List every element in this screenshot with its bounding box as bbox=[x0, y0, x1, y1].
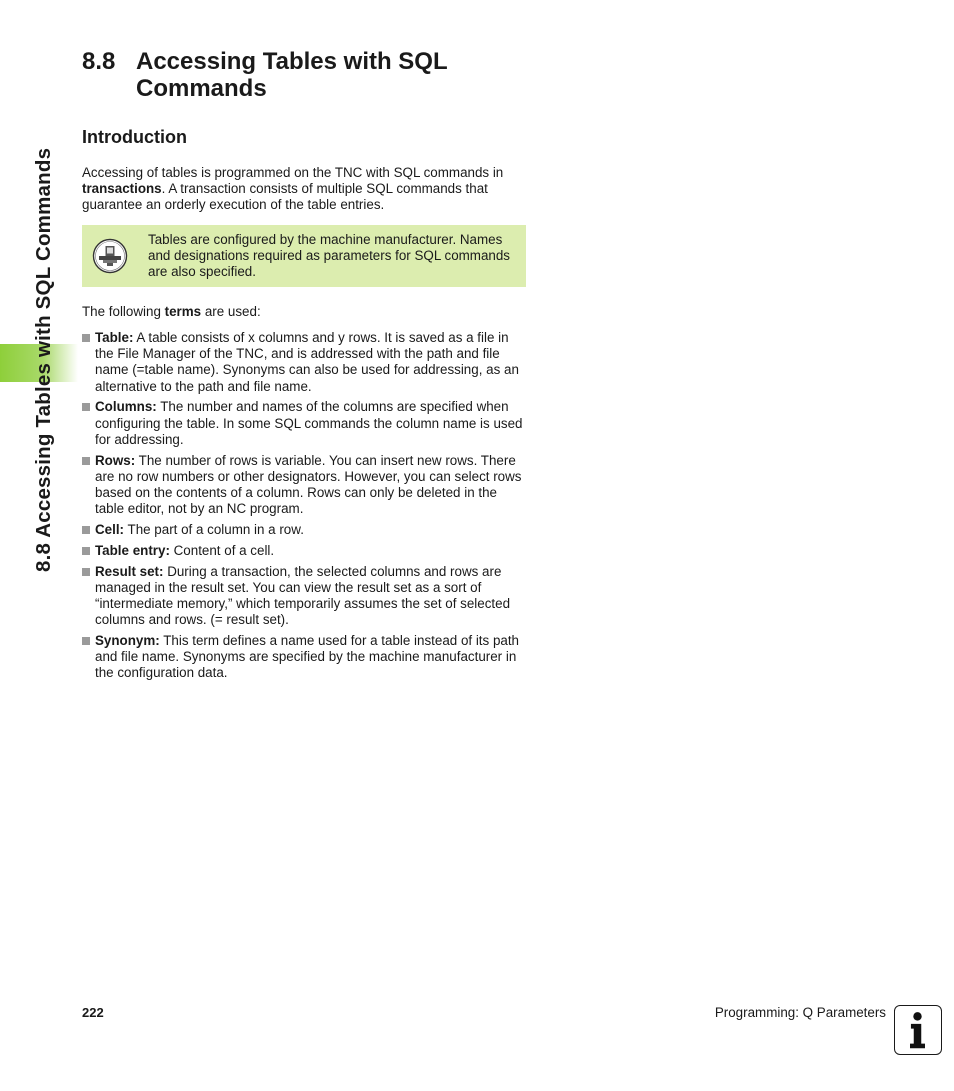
term-text: The number of rows is variable. You can insert new rows. There are no row numbers or other designators. However, you can select rows based on the contents of a column. Rows can only be deleted in the table editor, not by an NC program. bbox=[95, 452, 522, 517]
section-heading: Introduction bbox=[82, 127, 187, 147]
intro-text-bold: transactions bbox=[82, 181, 162, 197]
bullet-square-icon bbox=[82, 457, 90, 465]
intro-text-pre: Accessing of tables is programmed on the TNC with SQL commands in bbox=[82, 165, 504, 180]
chapter-title: Accessing Tables with SQL Commands bbox=[136, 48, 448, 102]
list-item bbox=[82, 633, 526, 682]
machine-manufacturer-icon bbox=[92, 238, 128, 274]
chapter-number: 8.8 bbox=[82, 48, 116, 75]
terms-intro-bold: terms bbox=[164, 304, 202, 319]
bullet-square-icon bbox=[82, 334, 90, 342]
list-item bbox=[82, 564, 526, 629]
terms-intro-post: are used: bbox=[201, 304, 261, 319]
page-number: 222 bbox=[82, 1005, 104, 1020]
note-text: Tables are configured by the machine manufacturer. Names and designations required as parameters for SQL commands are also specified. bbox=[148, 232, 510, 279]
list-item bbox=[82, 453, 526, 518]
list-item bbox=[82, 330, 526, 395]
intro-paragraph bbox=[82, 165, 526, 214]
terms-list bbox=[82, 330, 526, 686]
list-item bbox=[82, 522, 526, 538]
term-text: Content of a cell. bbox=[169, 542, 275, 558]
bullet-square-icon bbox=[82, 637, 90, 645]
bullet-square-icon bbox=[82, 526, 90, 534]
term-text: A table consists of x columns and y rows. It is saved as a file in the File Manager of the TNC, and is addressed with the path and file name (=table name). Synonyms can also be used for addressing, as an alternative to the path and file name. bbox=[95, 330, 519, 394]
info-glyph-icon bbox=[895, 1006, 940, 1053]
sidebar-chapter-title: 8.8 Accessing Tables with SQL Commands bbox=[32, 147, 55, 572]
term-text: During a transaction, the selected columns and rows are managed in the result set. You can view the result set as a sort of “intermediate memory,” which temporarily assumes the set of selected columns and rows. (= result set). bbox=[95, 563, 511, 628]
term-text: The part of a column in a row. bbox=[124, 522, 304, 538]
bullet-square-icon bbox=[82, 568, 90, 576]
term-text: The number and names of the columns are specified when configuring the table. In some SQL commands the column name is used for addressing. bbox=[95, 399, 523, 447]
intro-text-post: . A transaction consists of multiple SQL commands that guarantee an orderly execution of the table entries. bbox=[82, 181, 488, 213]
term-label: Columns: bbox=[95, 399, 157, 415]
bullet-square-icon bbox=[82, 403, 90, 411]
term-label: Synonym: bbox=[95, 633, 160, 649]
term-label: Rows: bbox=[95, 452, 136, 468]
note-box bbox=[82, 225, 526, 287]
term-label: Table entry: bbox=[95, 542, 170, 558]
terms-intro bbox=[82, 304, 261, 320]
footer-section-title: Programming: Q Parameters bbox=[714, 1005, 886, 1020]
bullet-square-icon bbox=[82, 547, 90, 555]
list-item bbox=[82, 399, 526, 448]
terms-intro-pre: The following bbox=[82, 304, 165, 319]
term-label: Cell: bbox=[95, 522, 125, 538]
info-icon bbox=[894, 1005, 942, 1055]
term-label: Result set: bbox=[95, 563, 164, 579]
term-label: Table: bbox=[95, 330, 134, 345]
term-text: This term defines a name used for a table instead of its path and file name. Synonyms are specified by the machine manufacturer in the configuration data. bbox=[95, 633, 520, 681]
list-item bbox=[82, 543, 526, 559]
